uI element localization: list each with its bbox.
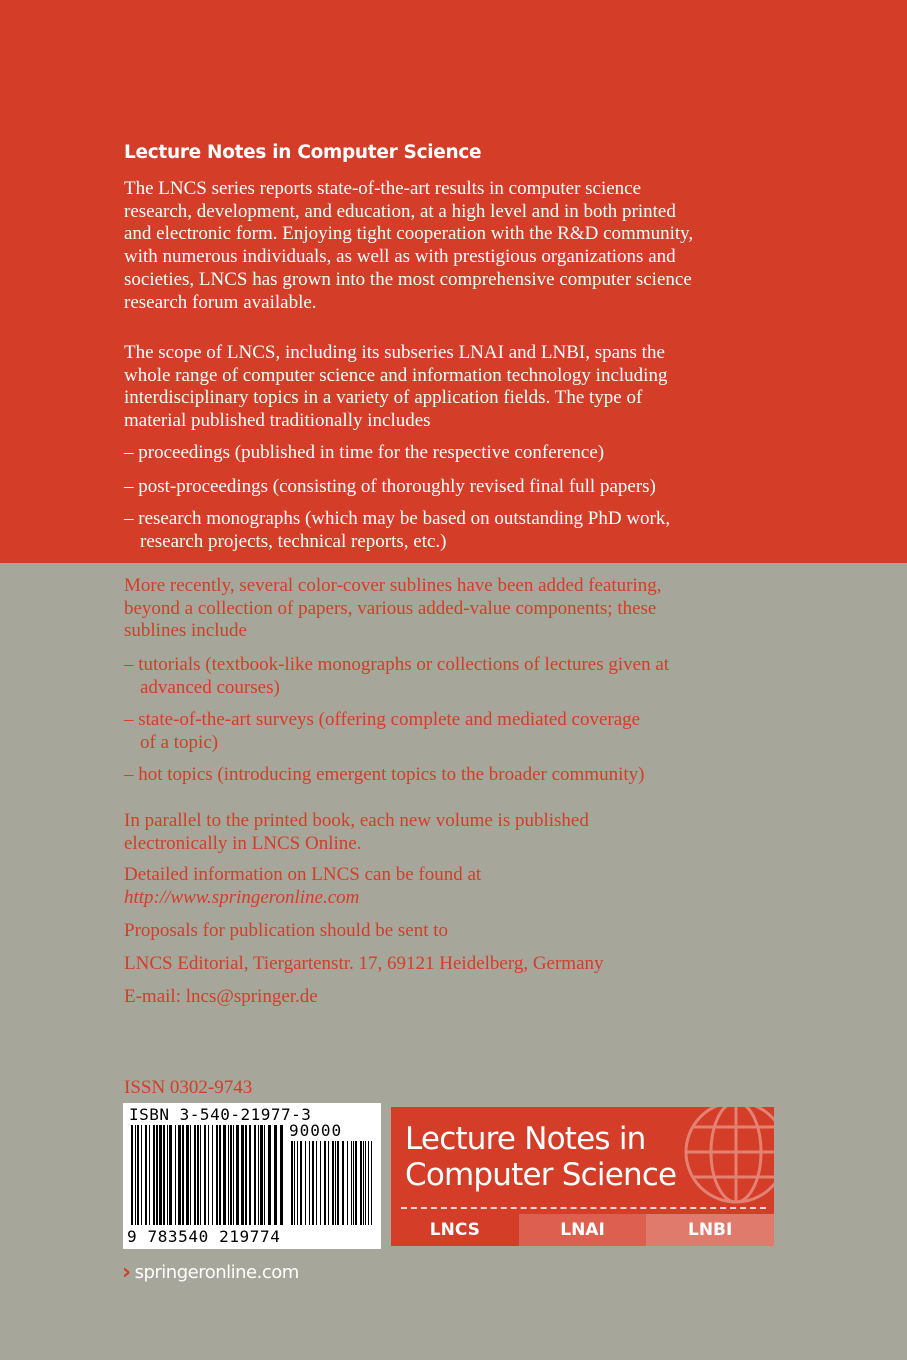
barcode-bar xyxy=(280,1125,283,1225)
logo-tabs xyxy=(391,1214,774,1246)
barcode-bar xyxy=(149,1125,150,1225)
publisher-link[interactable] xyxy=(122,1260,299,1285)
info-line: Detailed information on LNCS can be found at xyxy=(124,864,482,885)
barcode-bar xyxy=(212,1125,213,1225)
barcode-addon-bar xyxy=(300,1141,302,1225)
barcode-bar xyxy=(156,1125,158,1225)
online-line: electronically in LNCS Online. xyxy=(124,832,362,854)
scope-line: The scope of LNCS, including its subseries LNAI and LNBI, spans the xyxy=(124,342,665,363)
barcode-bar xyxy=(163,1125,165,1225)
barcode-addon-bar xyxy=(297,1141,298,1225)
type-item xyxy=(124,508,824,553)
globe-icon xyxy=(681,1107,774,1207)
barcode-bar xyxy=(169,1125,172,1225)
barcode-bar xyxy=(204,1125,206,1225)
barcode-bar xyxy=(145,1125,147,1225)
barcode-bar xyxy=(175,1125,176,1225)
subline-item xyxy=(124,764,824,787)
barcode-addon-bar xyxy=(335,1141,336,1225)
barcode-addon-bar xyxy=(324,1141,326,1225)
barcode-addon-bar xyxy=(309,1141,310,1225)
barcode-bar xyxy=(141,1125,142,1225)
barcode-addon-bar xyxy=(305,1141,306,1225)
barcode-bar xyxy=(200,1125,201,1225)
barcode-bar xyxy=(135,1125,136,1225)
publisher-link-text: springeronline.com xyxy=(134,1262,299,1283)
barcode-addon-bar xyxy=(332,1141,334,1225)
online-line: In parallel to the printed book, each new volume is published xyxy=(124,810,589,831)
online-paragraph xyxy=(124,810,814,855)
barcode-bar xyxy=(245,1125,247,1225)
barcode-bar xyxy=(268,1125,271,1225)
subline-line: – hot topics (introducing emergent topics to the broader community) xyxy=(124,764,645,785)
issn: ISSN 0302-9743 xyxy=(124,1077,253,1098)
barcode-addon-bar xyxy=(360,1141,362,1225)
barcode-bar xyxy=(131,1125,133,1225)
tab-lnai: LNAI xyxy=(519,1214,647,1246)
barcode-addon-bar xyxy=(371,1141,372,1225)
subline-line-cont: of a topic) xyxy=(140,731,219,753)
chevron-right-icon: › xyxy=(122,1260,131,1285)
barcode-addon-bar xyxy=(363,1141,364,1225)
barcode-bar xyxy=(182,1125,184,1225)
barcode-bar xyxy=(186,1125,189,1225)
info-paragraph xyxy=(124,864,814,909)
logo-title xyxy=(405,1121,676,1193)
subline-line: – state-of-the-art surveys (offering complete and mediated coverage xyxy=(124,709,641,730)
subline-line-cont: advanced courses) xyxy=(140,676,280,698)
isbn-addon: 90000 xyxy=(289,1121,343,1140)
barcode-bar xyxy=(241,1125,244,1225)
isbn-text: ISBN 3-540-21977-3 xyxy=(129,1105,312,1124)
barcode-bar xyxy=(230,1125,232,1225)
barcode-bar xyxy=(219,1125,221,1225)
barcode-addon-bar xyxy=(347,1141,348,1225)
type-line: – research monographs (which may be based on outstanding PhD work, xyxy=(124,508,671,529)
type-line: – post-proceedings (consisting of thoroughly revised final full papers) xyxy=(124,476,656,497)
barcode-bar xyxy=(216,1125,218,1225)
barcode-addon-bar xyxy=(353,1141,354,1225)
logo-divider xyxy=(401,1207,766,1211)
email-line[interactable]: E-mail: lncs@springer.de xyxy=(124,986,318,1007)
intro-line: societies, LNCS has grown into the most comprehensive computer science xyxy=(124,268,692,290)
barcode-bar xyxy=(233,1125,234,1225)
type-item xyxy=(124,442,824,465)
tab-lnbi: LNBI xyxy=(646,1214,774,1246)
sublines-paragraph xyxy=(124,575,814,643)
barcode-addon-bar xyxy=(342,1141,344,1225)
barcode-bar xyxy=(264,1125,265,1225)
barcode-bar xyxy=(167,1125,168,1225)
barcode-addon-bar xyxy=(355,1141,357,1225)
type-line: – proceedings (published in time for the respective conference) xyxy=(124,442,605,463)
barcode-bar xyxy=(178,1125,181,1225)
barcode-bar xyxy=(258,1125,259,1225)
sublines-line: More recently, several color-cover sublines have been added featuring, xyxy=(124,575,662,596)
barcode-bar xyxy=(194,1125,196,1225)
barcode-bar xyxy=(228,1125,229,1225)
intro-line: The LNCS series reports state-of-the-art results in computer science xyxy=(124,178,642,199)
barcode-addon-bar xyxy=(365,1141,366,1225)
barcode-bar xyxy=(223,1125,226,1225)
barcode-bar xyxy=(254,1125,256,1225)
barcode-bar xyxy=(274,1125,277,1225)
subline-item xyxy=(124,709,824,754)
barcode-bar xyxy=(159,1125,162,1225)
barcode-addon-bar xyxy=(337,1141,339,1225)
barcode-addon-bar xyxy=(351,1141,352,1225)
scope-line: material published traditionally includes xyxy=(124,410,431,432)
barcode-bar xyxy=(260,1125,263,1225)
barcode-addon-bar xyxy=(368,1141,369,1225)
barcode-bar xyxy=(236,1125,239,1225)
info-url[interactable]: http://www.springeronline.com xyxy=(124,886,360,908)
scope-line: whole range of computer science and information technology including xyxy=(124,364,668,386)
barcode-addon-bar xyxy=(316,1141,317,1225)
sublines-line: beyond a collection of papers, various added-value components; these xyxy=(124,597,657,619)
barcode-addon-bar xyxy=(320,1141,321,1225)
address-line: LNCS Editorial, Tiergartenstr. 17, 69121 Heidelberg, Germany xyxy=(124,953,604,974)
logo-title-line: Lecture Notes in xyxy=(405,1121,646,1157)
barcode-bar xyxy=(153,1125,155,1225)
subline-line: – tutorials (textbook-like monographs or collections of lectures given at xyxy=(124,654,670,675)
series-heading: Lecture Notes in Computer Science xyxy=(124,142,482,163)
barcode-addon-bar xyxy=(291,1141,293,1225)
logo-title-line: Computer Science xyxy=(405,1157,677,1193)
barcode-bar xyxy=(190,1125,191,1225)
intro-paragraph xyxy=(124,178,814,314)
barcode-bar xyxy=(137,1125,139,1225)
intro-line: research forum available. xyxy=(124,291,317,313)
lncs-logo xyxy=(391,1107,774,1246)
scope-line: interdisciplinary topics in a variety of application fields. The type of xyxy=(124,387,643,409)
intro-line: research, development, and education, at a high level and in both printed xyxy=(124,200,676,222)
tab-lncs: LNCS xyxy=(391,1214,519,1246)
sublines-line: sublines include xyxy=(124,620,247,642)
barcode-addon-bar xyxy=(312,1141,314,1225)
subline-item xyxy=(124,654,824,699)
barcode-bar xyxy=(249,1125,251,1225)
type-line-cont: research projects, technical reports, etc.) xyxy=(140,530,447,552)
barcode-addon-bar xyxy=(294,1141,295,1225)
isbn-barcode xyxy=(123,1103,381,1249)
intro-line: with numerous individuals, as well as with prestigious organizations and xyxy=(124,246,676,268)
barcode-bar xyxy=(208,1125,209,1225)
proposals-line: Proposals for publication should be sent to xyxy=(124,920,449,941)
barcode-addon-bar xyxy=(328,1141,329,1225)
scope-paragraph xyxy=(124,342,814,433)
barcode-bar xyxy=(197,1125,199,1225)
intro-line: and electronic form. Enjoying tight cooperation with the R&D community, xyxy=(124,223,694,245)
type-item xyxy=(124,476,824,499)
ean-number: 9 783540 219774 xyxy=(127,1227,281,1246)
